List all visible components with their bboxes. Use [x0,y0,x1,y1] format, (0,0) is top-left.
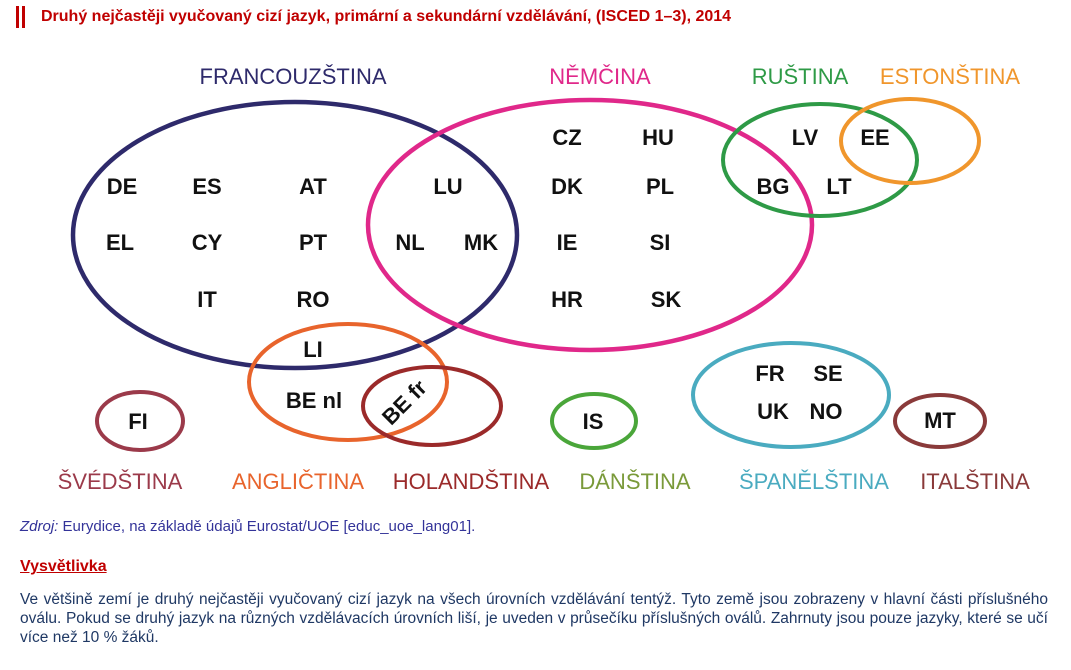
country-code: HR [551,287,583,312]
venn-diagram [0,40,1071,500]
page-title: Druhý nejčastěji vyučovaný cizí jazyk, primární a sekundární vzdělávání, (ISCED 1–3), 2014 [41,8,732,25]
country-code: SK [650,287,682,312]
country-code: BE fr [376,374,432,430]
country-code: FI [128,409,148,434]
country-code: FR [755,361,785,386]
source-label: Zdroj: [20,518,59,535]
country-code: EL [105,230,135,255]
title-bar [16,6,731,28]
country-code: IS [582,409,604,434]
country-code: PT [298,230,328,255]
country-code: MT [924,408,956,433]
country-code: SE [813,361,843,386]
label-spanish: ŠPANĚLŠTINA [739,469,889,494]
source-text: Eurydice, na základě údajů Eurostat/UOE [educ_uoe_lang01]. [58,518,476,535]
country-code: AT [299,174,327,199]
country-code: CZ [552,125,582,150]
label-german: NĚMČINA [549,64,651,89]
oval-french [73,102,517,368]
label-french: FRANCOUZŠTINA [199,64,387,89]
explanation-text: Ve většině zemí je druhý nejčastěji vyučovaný cizí jazyk na všech úrovních vzdělávání tentýž. Tyto země jsou zobrazeny v hlavní části příslušného oválu. Pokud se druhý jazyk na různých vzdělávacích úrovních liší, je uveden v průsečíku příslušných oválů. Zahrnuty jsou pouze jazyky, které se učí více než 10 % žáků. [20,591,1048,646]
country-code: IE [556,230,578,255]
label-dutch: HOLANDŠTINA [392,469,550,494]
country-code: CY [191,230,223,255]
country-code: BE nl [285,388,343,413]
country-code: LV [791,125,819,150]
country-code: MK [463,230,499,255]
country-code: LI [303,337,323,362]
explanation-heading: Vysvětlivka [20,558,107,575]
oval-german [368,100,812,350]
country-code: LU [433,174,463,199]
country-code: UK [757,399,789,424]
country-code: LT [826,174,852,199]
country-code: NO [809,399,843,424]
country-code: HU [642,125,674,150]
country-code: ES [192,174,222,199]
country-code: RO [296,287,330,312]
label-swedish: ŠVÉDŠTINA [57,469,183,494]
label-english: ANGLIČTINA [231,469,365,494]
oval-russian [723,104,917,216]
country-code: PL [645,174,675,199]
country-code: BG [756,174,790,199]
label-italian: ITALŠTINA [920,469,1030,494]
title-marker [16,6,19,28]
label-russian: RUŠTINA [751,64,849,89]
country-code: NL [395,230,425,255]
label-danish: DÁNŠTINA [579,469,691,494]
country-code: EE [860,125,890,150]
country-code: IT [197,287,217,312]
source-note [20,518,475,535]
country-code: SI [649,230,671,255]
country-code: DE [106,174,138,199]
oval-spanish [693,343,889,447]
title-marker [22,6,25,28]
country-code: DK [551,174,583,199]
label-estonian: ESTONŠTINA [879,64,1021,89]
